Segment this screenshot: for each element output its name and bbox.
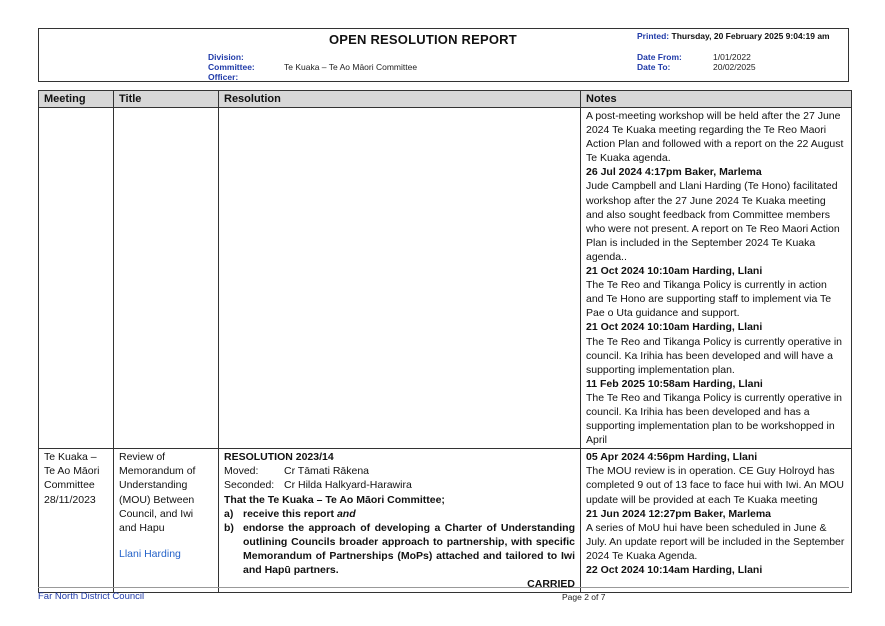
notes-cell: [581, 449, 852, 593]
footer-council-name: Far North District Council: [38, 591, 145, 602]
date-from-value: 1/01/2022: [713, 52, 751, 62]
meeting-cell: [39, 108, 114, 449]
officer-label: Officer:: [208, 72, 239, 82]
resolution-number: RESOLUTION 2023/14: [224, 451, 334, 464]
report-title: OPEN RESOLUTION REPORT: [329, 32, 517, 47]
note-text: The MOU review is in operation. CE Guy Holroyd has completed 9 out of 13 face to face hui with Iwi. An MOU update will be provided at each Te Kuaka meeting: [586, 465, 844, 506]
note-text: A post-meeting workshop will be held after the 27 June 2024 Te Kuaka meeting regarding the Te Reo Maori Action Plan and followed with a report on the 22 August Te Kuaka agenda.: [586, 110, 844, 165]
printed-label: Printed:: [637, 31, 670, 41]
resolution-item-a: [224, 507, 575, 521]
resolution-cell: [219, 108, 581, 449]
note-text: The Te Reo and Tikanga Policy is currently operative in council. Ka Irihia has been developed and has a supporting implementation plan to be workshopped in April: [586, 391, 843, 447]
table-row: [39, 108, 852, 449]
date-from-label: Date From:: [637, 52, 682, 62]
item-suffix: and: [336, 507, 356, 520]
meeting-text: Te Kuaka – Te Ao Māori Committee 28/11/2023: [44, 451, 100, 506]
seconded-line: [224, 478, 575, 492]
moved-value: Cr Tāmati Rākena: [284, 465, 370, 478]
column-header-notes: Notes: [581, 91, 852, 108]
division-label: Division:: [208, 52, 244, 62]
date-to-label: Date To:: [637, 62, 671, 72]
seconded-value: Cr Hilda Halkyard-Harawira: [284, 479, 412, 492]
footer-divider: [38, 587, 849, 588]
footer-page-number: Page 2 of 7: [562, 592, 606, 602]
title-cell: [114, 108, 219, 449]
report-header: [38, 28, 849, 82]
item-text: endorse the approach of developing a Charter of Understanding outlining Councils broader approach to partnership, with specific Memorandum of Partnerships (MoPs) attached and tailored to Iwi and Hapū partners.: [243, 521, 575, 576]
resolution-cell: [219, 449, 581, 593]
column-header-resolution: Resolution: [219, 91, 581, 108]
carried-label: CARRIED: [527, 578, 575, 591]
meeting-cell: [39, 449, 114, 593]
note-text: Jude Campbell and Llani Harding (Te Hono) facilitated workshop after the 27 June 2024 Te Kuaka meeting and also sought feedback from Committee members who were not present. A report on Te Reo Maori Action Plan is included in the September 2024 Te Kuaka agenda..: [586, 180, 840, 263]
item-marker: b): [224, 521, 234, 534]
item-title: Review of Memorandum of Understanding (MOU) Between Council, and Iwi and Hapu: [119, 451, 196, 534]
officer-name: Llani Harding: [119, 547, 181, 560]
column-header-title: Title: [114, 91, 219, 108]
column-header-meeting: Meeting: [39, 91, 114, 108]
note-heading: 21 Jun 2024 12:27pm Baker, Marlema: [586, 507, 772, 520]
resolution-lead: That the Te Kuaka – Te Ao Māori Committee;: [224, 493, 445, 506]
note-heading: 21 Oct 2024 10:10am Harding, Llani: [586, 265, 763, 278]
note-text: The Te Reo and Tikanga Policy is currently operative in council. Ka Irihia has been developed and will have a supporting implementation plan.: [586, 335, 843, 376]
note-heading: 05 Apr 2024 4:56pm Harding, Llani: [586, 451, 758, 464]
resolution-table: [38, 90, 852, 593]
table-header-row: [39, 91, 852, 108]
item-text: receive this report: [243, 507, 335, 520]
note-text: The Te Reo and Tikanga Policy is currently in action and Te Hono are supporting staff to implement via Te Pae o Uta guidance and support.: [586, 279, 832, 320]
notes-cell: [581, 108, 852, 449]
printed-value: Thursday, 20 February 2025 9:04:19 am: [671, 31, 830, 41]
printed-info: [637, 31, 845, 41]
resolution-item-b: [224, 521, 575, 577]
title-cell: [114, 449, 219, 593]
item-marker: a): [224, 507, 234, 520]
note-heading: 22 Oct 2024 10:14am Harding, Llani: [586, 564, 763, 576]
committee-value: Te Kuaka – Te Ao Māori Committee: [284, 62, 418, 72]
note-text: A series of MoU hui have been scheduled in June & July. An update report will be included in the September 2024 Te Kuaka Agenda.: [586, 521, 845, 562]
note-heading: 21 Oct 2024 10:10am Harding, Llani: [586, 321, 763, 334]
moved-line: [224, 464, 575, 478]
table-row: [39, 449, 852, 593]
note-heading: 11 Feb 2025 10:58am Harding, Llani: [586, 377, 763, 390]
committee-label: Committee:: [208, 62, 255, 72]
seconded-label: Seconded:: [224, 479, 275, 492]
moved-label: Moved:: [224, 465, 259, 478]
note-heading: 26 Jul 2024 4:17pm Baker, Marlema: [586, 166, 762, 179]
date-to-value: 20/02/2025: [713, 62, 756, 72]
